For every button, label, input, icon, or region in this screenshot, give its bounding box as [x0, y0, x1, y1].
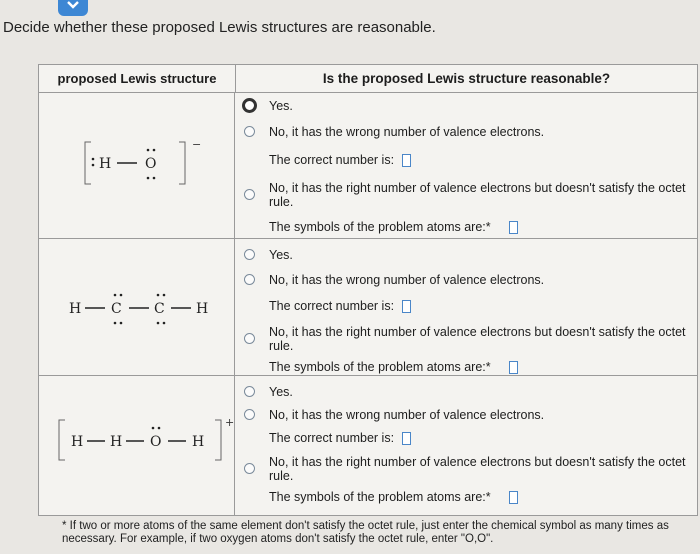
correct-number-input[interactable]: [402, 154, 411, 167]
svg-text:H: H: [110, 434, 123, 450]
svg-text:O: O: [145, 156, 157, 172]
correct-number-row: The correct number is:: [269, 299, 411, 313]
table-header: [39, 65, 697, 93]
correct-number-input[interactable]: [402, 300, 411, 313]
svg-text:O: O: [150, 434, 162, 450]
problem-atoms-row: The symbols of the problem atoms are:*: [269, 220, 518, 234]
problem-atoms-row: The symbols of the problem atoms are:*: [269, 360, 518, 374]
svg-text:H: H: [71, 434, 84, 450]
radio-button[interactable]: [244, 249, 255, 260]
svg-text:H: H: [196, 301, 209, 317]
svg-text:C: C: [111, 301, 122, 317]
correct-number-input[interactable]: [402, 432, 411, 445]
correct-number-row: The correct number is:: [269, 431, 411, 445]
radio-button[interactable]: [244, 463, 255, 474]
problem-atoms-input[interactable]: [509, 491, 518, 504]
header-reasonable: Is the proposed Lewis structure reasonable?: [322, 71, 611, 86]
collapse-tab[interactable]: [58, 0, 88, 16]
correct-number-row: The correct number is:: [269, 153, 411, 167]
answer-cell: Yes. No, it has the wrong number of valence electrons. The correct number is: No, it has the right number of valence electrons but doesn't satisfy the octet rule. The symbols of the problem atoms are:*: [236, 92, 697, 238]
question-prompt: Decide whether these proposed Lewis structures are reasonable.: [3, 19, 436, 36]
radio-button[interactable]: [244, 189, 255, 200]
problem-atoms-row: The symbols of the problem atoms are:*: [269, 490, 518, 504]
table-row: [39, 376, 697, 516]
problem-atoms-input[interactable]: [509, 361, 518, 374]
radio-button[interactable]: [244, 274, 255, 285]
table-row: [39, 239, 697, 376]
footnote: * If two or more atoms of the same element don't satisfy the octet rule, just enter the chemical symbol as many times as necessary. For example, if two oxygen atoms don't satisfy the octet rule, enter "O,O".: [62, 520, 669, 545]
lewis-table: [38, 64, 698, 516]
structure-cell: [39, 239, 235, 375]
radio-button[interactable]: [244, 386, 255, 397]
svg-text:H: H: [69, 301, 82, 317]
lewis-structure-cation: [53, 410, 233, 470]
table-row: [39, 92, 697, 239]
svg-text:−: −: [192, 138, 202, 151]
radio-button[interactable]: [244, 333, 255, 344]
lewis-structure-ethane-fragment: [63, 279, 213, 339]
svg-text:H: H: [192, 434, 205, 450]
radio-button[interactable]: [244, 409, 255, 420]
lewis-structure-hydroxide: [79, 134, 202, 194]
radio-button[interactable]: [244, 126, 255, 137]
answer-cell: Yes. No, it has the wrong number of valence electrons. The correct number is: No, it has the right number of valence electrons but doesn't satisfy the octet rule. The symbols of the problem atoms are:*: [236, 376, 697, 516]
problem-atoms-input[interactable]: [509, 221, 518, 234]
structure-cell: [39, 92, 235, 238]
svg-text:C: C: [154, 301, 165, 317]
header-structure: proposed Lewis structure: [39, 65, 236, 92]
svg-text:H: H: [99, 156, 112, 172]
chevron-down-icon: [66, 0, 80, 10]
svg-text:+: +: [225, 416, 235, 429]
answer-cell: Yes. No, it has the wrong number of valence electrons. The correct number is: No, it has the right number of valence electrons but doesn't satisfy the octet rule. The symbols of the problem atoms are:*: [236, 239, 697, 375]
radio-selected[interactable]: [242, 98, 257, 113]
structure-cell: [39, 376, 235, 516]
